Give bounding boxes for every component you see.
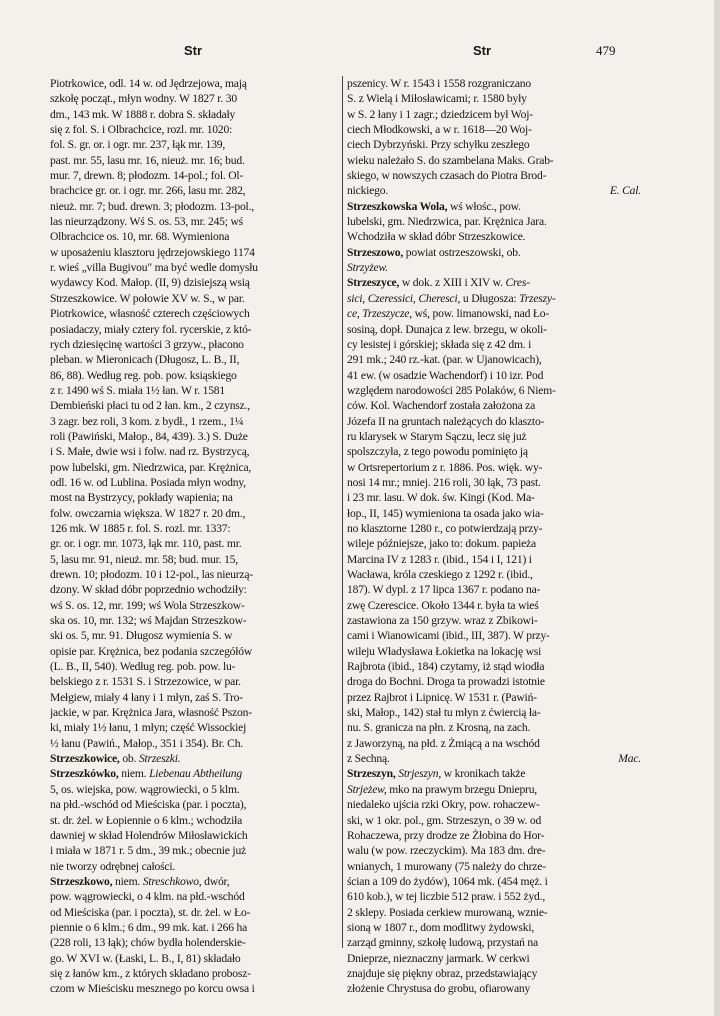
line-text: gr. or. i ogr. mr. 1073, łąk mr. 110, past. mr.: [50, 537, 242, 551]
text-line: [347, 859, 641, 874]
left-column: [50, 76, 344, 997]
entry-headword: Strzeszkowice,: [50, 752, 120, 766]
text-line: [347, 720, 641, 735]
text-line: [347, 920, 641, 935]
line-text: Mełgiew, miały 4 łany i 1 młyn, zaś S. Tro-: [50, 690, 243, 704]
text-line: [347, 398, 641, 413]
text-line: [347, 628, 641, 643]
line-text: Strzeszkowice. W połowie XV w. S., w par.: [50, 291, 245, 305]
line-text: r. wieś „villa Bugivou" ma być wedle domysłu: [50, 261, 258, 275]
line-text: spolszczyła, z tego powodu pominięto ją: [347, 445, 528, 459]
line-text: 5, lasu mr. 91, nieuż. mr. 58; bud. mur. 15,: [50, 552, 238, 566]
line-text: (228 roli, 13 łąk); chów bydła holenderskie-: [50, 936, 246, 950]
italic-text: Strjeszyn,: [398, 767, 442, 781]
running-head-center: Str: [473, 43, 492, 58]
line-text: Rohaczewa, przy drodze ze Żłobina do Hor-: [347, 828, 545, 842]
text-line: [50, 368, 344, 383]
line-text: st. dr. żel. w Łopiennie o 6 klm.; wchodziła: [50, 813, 243, 827]
text-line: [50, 828, 344, 843]
line-text: mko na prawym brzegu Dniepru,: [386, 782, 538, 796]
column-divider: [342, 76, 343, 948]
line-text: walu (w pow. rzeczyckim). Ma 183 dm. dre-: [347, 844, 546, 858]
line-text: ski, w 1 okr. pol., gm. Strzeszyn, o 39 w. od: [347, 813, 542, 827]
line-text: niedaleko ujścia rzki Okry, pow. rohaczew-: [347, 798, 540, 812]
entry-headword: Strzeszowo,: [347, 245, 404, 259]
text-line: [50, 736, 344, 751]
line-text: 2 sklepy. Posiada cerkiew murowaną, wznie-: [347, 905, 548, 919]
line-text: 3 zagr. bez roli, 3 kom. z bydł., 1 rzem., 1¼: [50, 414, 244, 428]
text-line: [50, 229, 344, 244]
line-text: folw. owczarnia większa. W 1827 r. 20 dm.,: [50, 506, 246, 520]
text-line: [50, 613, 344, 628]
text-line: [347, 644, 641, 659]
line-text: ski, Małop., 142) stał tu młyn z ćwiercią ła-: [347, 706, 541, 720]
text-line: [347, 598, 641, 613]
author-signature: E. Cal.: [609, 184, 641, 198]
line-text: sioną w 1807 r., dom modlitwy żydowski,: [347, 920, 535, 934]
line-text: wś S. os. 12, mr. 199; wś Wola Strzeszkow-: [50, 598, 245, 612]
text-line: [50, 951, 344, 966]
line-text: nickiego.: [347, 184, 389, 198]
line-text: mur. 7, drewn. 8; płodozm. 14-pol.; fol. Ol-: [50, 169, 244, 183]
line-text: nu. S. granicza na płn. z Krosną, na zach.: [347, 721, 531, 735]
line-text: się z fol. S. i Olbrachcice, rozl. mr. 1020:: [50, 123, 233, 137]
text-line: [347, 229, 641, 244]
text-line: [50, 966, 344, 981]
text-line: [50, 920, 344, 935]
text-line: [50, 659, 344, 674]
text-line: [50, 690, 344, 705]
italic-text: Streschkowo,: [142, 874, 202, 888]
text-line: [50, 506, 344, 521]
line-text: skiego, w nowszych czasach do Piotra Brod-: [347, 169, 547, 183]
entry-headword: Strzeszkowska Wola,: [347, 199, 448, 213]
line-text: Piotrkowice, własność czterech częściowych: [50, 307, 250, 321]
text-line: [50, 245, 344, 260]
line-text: Piotrkowice, odl. 14 w. od Jędrzejowa, mają: [50, 77, 247, 90]
line-text: nieuż. mr. 7; bud. drewn. 3; płodozm. 13-pol.,: [50, 199, 254, 213]
text-line: [50, 797, 344, 812]
text-line: [50, 981, 344, 996]
line-text: dwór,: [201, 874, 230, 888]
text-line: [347, 444, 641, 459]
line-text: 291 mk.; 240 rz.-kat. (par. w Ujanowicach),: [347, 353, 542, 367]
text-line: [347, 567, 641, 582]
line-text: odl. 16 w. od Lublina. Posiada młyn wodny,: [50, 475, 246, 489]
line-text: brachcice gr. or. i ogr. mr. 266, lasu mr. 282,: [50, 184, 246, 198]
page-number: 479: [596, 43, 616, 58]
text-line: [347, 874, 641, 889]
line-text: ½ łanu (Pawiń., Małop., 351 i 354). Br. Ch.: [50, 736, 243, 750]
text-line: [347, 736, 641, 751]
line-text: ścian a 109 do żydów), 1064 mk. (454 męż. i: [347, 874, 548, 888]
line-text: 5, os. wiejska, pow. wągrowiecki, o 5 klm.: [50, 782, 240, 796]
line-text: u Długosza:: [460, 291, 520, 305]
line-text: roli (Pawiński, Małop., 84, 439). 3.) S. Duże: [50, 429, 248, 443]
text-line: [50, 552, 344, 567]
text-line: [50, 214, 344, 229]
entry-headword: Strzeszkowo,: [50, 874, 113, 888]
line-text: przez Rajbrot i Lipnicę. W 1531 r. (Pawiń-: [347, 690, 537, 704]
line-text: lubelski, gm. Niedrzwica, par. Krężnica Jara.: [347, 215, 547, 229]
text-line: [50, 322, 344, 337]
line-text: dm., 143 mk. W 1888 r. dobra S. składały: [50, 107, 236, 121]
text-line: [347, 168, 641, 183]
text-line: [50, 889, 344, 904]
right-column: [347, 76, 641, 997]
line-text: dawniej w skład Holendrów Miłosławickich: [50, 828, 248, 842]
text-line: [347, 782, 641, 797]
line-text: ciech Młodkowski, a w r. 1618—20 Woj-: [347, 123, 532, 137]
entry-headword: Strzeszyn,: [347, 767, 396, 781]
text-line: [50, 153, 344, 168]
text-line: [50, 705, 344, 720]
line-text: go. W XVI w. (Łaski, L. B., I, 81) składało: [50, 951, 241, 965]
text-line: [50, 843, 344, 858]
text-line: [347, 383, 641, 398]
text-line: [50, 874, 344, 889]
text-line: [50, 414, 344, 429]
line-text: droga do Bochni. Droga ta prowadzi istotnie: [347, 675, 545, 689]
text-line: [347, 107, 641, 122]
text-line: [347, 506, 641, 521]
line-text: w Ortsrepertorium z r. 1886. Pos. więk. wy-: [347, 460, 543, 474]
text-line: [50, 813, 344, 828]
line-text: (L. B., II, 540). Według reg. pob. pow. lu-: [50, 660, 236, 674]
text-line: [347, 843, 641, 858]
line-text: drewn. 10; płodozm. 10 i 12-pol., las nieurzą-: [50, 568, 253, 581]
text-line: [50, 306, 344, 321]
text-line: [50, 122, 344, 137]
text-line: [347, 490, 641, 505]
line-text: wydawcy Kod. Małop. (II, 9) dzisiejszą wsią: [50, 276, 250, 290]
text-line: [347, 981, 641, 996]
line-text: powiat ostrzeszowski, ob.: [403, 245, 521, 259]
line-text: S. z Wielą i Miłosławicami; r. 1580 były: [347, 92, 527, 106]
line-text: pleban. w Mieronicach (Długosz, L. B., II,: [50, 353, 240, 367]
text-line: [347, 674, 641, 689]
line-text: dzony. W skład dóbr poprzednio wchodziły:: [50, 583, 247, 597]
line-text: 126 mk. W 1885 r. fol. S. rozl. mr. 1337:: [50, 521, 231, 535]
text-line: [347, 260, 641, 275]
text-line: [50, 935, 344, 950]
line-text: rych dziesięcinę wartości 3 grzyw., płacono: [50, 337, 244, 351]
text-line: [50, 337, 344, 352]
line-text: ob.: [119, 752, 139, 766]
text-line: [50, 766, 344, 781]
text-line: [50, 76, 344, 91]
text-line: [50, 291, 344, 306]
text-line: [347, 828, 641, 843]
text-line: [50, 782, 344, 797]
page-header: [0, 43, 720, 63]
text-line: [50, 429, 344, 444]
text-line: [50, 859, 344, 874]
line-text: Rajbrota (ibid., 184) czytamy, iż stąd wiodła: [347, 660, 545, 674]
text-line: [50, 521, 344, 536]
text-line: [50, 398, 344, 413]
line-text: wileju Władysława Łokietka na lokację wsi: [347, 644, 542, 658]
line-text: szkołę począt., młyn wodny. W 1827 r. 30: [50, 92, 237, 106]
text-line: [347, 337, 641, 352]
line-text: fol. S. gr. or. i ogr. mr. 237, łąk mr. 139,: [50, 138, 226, 152]
text-line: [50, 674, 344, 689]
text-line: [347, 429, 641, 444]
line-text: Marcina IV z 1283 r. (ibid., 154 i I, 121) i: [347, 552, 532, 566]
line-text: ska os. 10, mr. 132; wś Majdan Strzeszkow-: [50, 614, 247, 628]
text-line: [347, 705, 641, 720]
text-line: [347, 414, 641, 429]
text-line: [347, 460, 641, 475]
line-text: niem.: [112, 874, 143, 888]
text-line: [347, 352, 641, 367]
text-line: [50, 91, 344, 106]
line-text: i 23 mr. lasu. W dok. św. Kingi (Kod. Ma-: [347, 491, 535, 505]
line-text: znajduje się piękny obraz, przedstawiający: [347, 966, 538, 980]
text-line: [50, 751, 344, 766]
italic-text: Trzeszy-: [519, 291, 556, 305]
text-line: [347, 291, 641, 306]
line-text: no klasztorne 1280 r., co potwierdzają przy-: [347, 521, 543, 535]
entry-headword: Strzeszkówko,: [50, 767, 119, 781]
line-text: wś, pow. limanowski, nad Ło-: [411, 307, 550, 321]
line-text: Olbrachcice os. 10, mr. 68. Wymieniona: [50, 230, 230, 244]
italic-text: Cres-: [505, 276, 530, 290]
line-text: piennie o 6 klm.; 6 dm., 99 mk. kat. i 266 ha: [50, 920, 248, 934]
line-text: ki, miały 1½ łanu, 1 młyn; część Wissockiej: [50, 721, 247, 735]
line-text: wś włośc., pow.: [447, 199, 521, 213]
running-head-left: Str: [184, 43, 203, 58]
line-text: 41 ew. (w osadzie Wachendorf) i 10 izr. Pod: [347, 368, 544, 382]
line-text: wieku należało S. do szambelana Maks. Grab-: [347, 153, 554, 167]
text-line: [347, 935, 641, 950]
text-line: [347, 521, 641, 536]
text-line: [347, 322, 641, 337]
entry-headword: Strzeszyce,: [347, 276, 400, 290]
text-line: [347, 199, 641, 214]
text-line: [347, 122, 641, 137]
text-line: [50, 567, 344, 582]
line-text: i S. Małe, dwie wsi i folw. nad rz. Bystrzycą,: [50, 445, 250, 459]
line-text: ców. Kol. Wachendorf została założona za: [347, 399, 536, 413]
page-edge-shadow: [714, 0, 720, 1016]
line-text: ru klarysek w Starym Sączu, lecz się już: [347, 429, 527, 443]
text-line: [50, 199, 344, 214]
line-text: 610 kob.), w tej liczbie 512 praw. i 552 żyd.,: [347, 890, 546, 904]
line-text: niem.: [118, 767, 150, 781]
text-line: [347, 183, 641, 198]
text-line: [347, 766, 641, 781]
text-line: [347, 659, 641, 674]
text-line: [347, 751, 641, 766]
line-text: w uposażeniu klasztoru jędrzejowskiego 1174: [50, 245, 255, 259]
italic-text: ce, Trzeszycze,: [347, 307, 412, 321]
line-text: zastawiona za 150 grzyw. wraz z Zbikowi-: [347, 614, 538, 628]
text-line: [50, 490, 344, 505]
text-line: [347, 797, 641, 812]
text-line: [50, 107, 344, 122]
line-text: Wacława, króla czeskiego z 1292 r. (ibid.,: [347, 568, 533, 581]
text-line: [347, 813, 641, 828]
line-text: 187). W dypl. z 17 lipca 1367 r. podano na-: [347, 583, 541, 597]
line-text: Dnieprze, nieznaczny jarmark. W cerkwi: [347, 951, 530, 965]
text-line: [347, 536, 641, 551]
line-text: w dok. z XIII i XIV w.: [399, 276, 506, 290]
line-text: pow lubelski, gm. Niedrzwica, par. Krężnica,: [50, 460, 252, 474]
line-text: cy lesistej i górskiej; składa się z 42 dm. i: [347, 337, 532, 351]
line-text: pszenicy. W r. 1543 i 1558 rozgraniczano: [347, 77, 531, 90]
line-text: belskiego z r. 1531 S. i Strzezowice, w par.: [50, 675, 241, 689]
author-signature: Mac.: [618, 752, 641, 766]
line-text: łop., II, 145) wymieniona ta osada jako wia-: [347, 506, 544, 520]
line-text: Józefa II na gruntach należących do klaszto-: [347, 414, 545, 428]
text-line: [347, 582, 641, 597]
line-text: ciech Dybrzyński. Przy schyłku zeszłego: [347, 138, 530, 152]
text-line: [50, 352, 344, 367]
line-text: Wchodziła w skład dóbr Strzeszkowice.: [347, 230, 526, 244]
line-text: zarząd gminny, szkołę ludową, przystań na: [347, 936, 538, 950]
text-line: [347, 153, 641, 168]
text-line: [347, 275, 641, 290]
text-line: [50, 444, 344, 459]
text-line: [347, 137, 641, 152]
text-line: [347, 951, 641, 966]
text-line: [50, 383, 344, 398]
line-text: od Mieściska (par. i poczta), st. dr. żel. w Ło-: [50, 905, 251, 919]
text-line: [347, 76, 641, 91]
line-text: w kronikach także: [441, 767, 526, 781]
line-text: wileje późniejsze, jako to: dokum. papieża: [347, 537, 536, 551]
text-line: [347, 245, 641, 260]
line-text: pow. wągrowiecki, o 4 klm. na płd.-wschód: [50, 890, 245, 904]
line-text: cami i Wianowicami (ibid., III, 387). W przy-: [347, 629, 550, 643]
line-text: na płd.-wschód od Mieściska (par. i poczta),: [50, 798, 247, 812]
text-line: [347, 966, 641, 981]
line-text: nosi 14 mr.; mniej. 216 roli, 30 łąk, 73 past.: [347, 475, 541, 489]
line-text: i miała w 1871 r. 5 dm., 39 mk.; obecnie już: [50, 844, 246, 858]
text-line: [50, 260, 344, 275]
text-line: [347, 368, 641, 383]
line-text: z r. 1490 wś S. miała 1½ łan. W r. 1581: [50, 383, 226, 397]
text-line: [347, 905, 641, 920]
line-text: względem narodowości 285 Polaków, 6 Niem-: [347, 383, 556, 397]
line-text: złożenie Chrystusa do grobu, ofiarowany: [347, 982, 531, 996]
text-line: [50, 644, 344, 659]
text-line: [50, 475, 344, 490]
line-text: czom w Mieścisku mesznego po korcu owsa i: [50, 982, 255, 996]
text-line: [50, 720, 344, 735]
text-line: [50, 137, 344, 152]
line-text: w S. 2 łany i 1 zagr.; dziedzicem był Woj-: [347, 107, 533, 121]
line-text: z Jaworzyną, na płd. z Żmiącą a na wschód: [347, 736, 540, 750]
line-text: jackie, w par. Krężnica Jara, własność Pszon-: [50, 706, 252, 720]
italic-text: Strjeżew,: [347, 782, 387, 796]
italic-text: Strzyżew.: [347, 261, 388, 275]
line-text: zwę Czerescice. Około 1344 r. była ta wieś: [347, 598, 539, 612]
line-text: wnianych, 1 murowany (75 należy do chrze-: [347, 859, 546, 873]
text-line: [50, 582, 344, 597]
text-line: [347, 552, 641, 567]
text-line: [50, 905, 344, 920]
line-text: las nieurządzony. Wś S. os. 53, mr. 245; wś: [50, 215, 243, 229]
text-line: [347, 214, 641, 229]
line-text: posiadaczy, miały cztery fol. rycerskie, z któ-: [50, 322, 252, 336]
line-text: z Sechną.: [347, 752, 390, 766]
text-line: [347, 91, 641, 106]
line-text: Dembieński płaci tu od 2 łan. km., 2 czynsz.,: [50, 399, 250, 413]
text-line: [50, 628, 344, 643]
text-line: [347, 613, 641, 628]
text-line: [50, 275, 344, 290]
text-line: [347, 889, 641, 904]
line-text: opisie par. Krężnica, bez podania szczegółów: [50, 644, 253, 658]
line-text: ski os. 5, mr. 91. Długosz wymienia S. w: [50, 629, 233, 643]
text-line: [50, 598, 344, 613]
line-text: 86, 88). Według reg. pob. pow. ksiąskiego: [50, 368, 237, 382]
text-line: [347, 690, 641, 705]
line-text: past. mr. 55, lasu mr. 16, nieuż. mr. 16; bud.: [50, 153, 245, 167]
line-text: sosiną, dopł. Dunajca z lew. brzegu, w okoli-: [347, 322, 547, 336]
italic-text: sici, Czeressici, Cheresci,: [347, 291, 461, 305]
italic-text: Liebenau Abtheilung: [149, 767, 242, 781]
text-line: [347, 306, 641, 321]
line-text: nie tworzy odrębnej całości.: [50, 859, 176, 873]
text-line: [50, 168, 344, 183]
line-text: się z łanów km., z których składano probosz-: [50, 966, 251, 980]
text-line: [50, 536, 344, 551]
text-line: [347, 475, 641, 490]
italic-text: Strzeszki.: [138, 752, 181, 766]
text-line: [50, 183, 344, 198]
line-text: most na Bystrzycy, pokłady wapienia; na: [50, 491, 233, 505]
text-line: [50, 460, 344, 475]
